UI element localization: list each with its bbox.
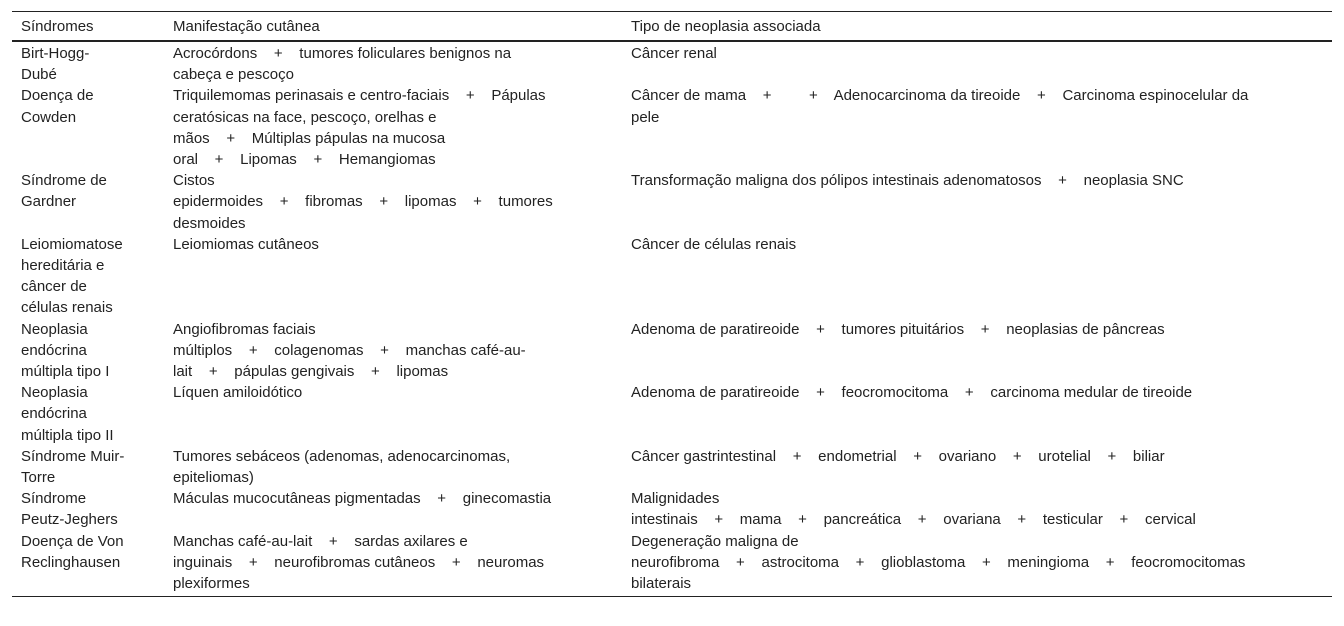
- cell-line: Doença de: [21, 87, 94, 105]
- cell-manifestacao: [164, 531, 622, 595]
- cell-line: plexiformes: [173, 575, 250, 593]
- cell-manifestacao: [164, 43, 622, 85]
- cell-line: Neoplasia: [21, 384, 88, 402]
- cell-line: Dubé: [21, 66, 57, 84]
- cell-line: oral + Lipomas + Hemangiomas: [173, 151, 436, 169]
- cell-line: endócrina: [21, 341, 87, 359]
- cell-manifestacao: [164, 170, 622, 234]
- cell-line: hereditária e: [21, 257, 105, 275]
- table-row: [12, 43, 1332, 85]
- cell-line: pele: [631, 108, 660, 126]
- table-row: [12, 531, 1332, 595]
- header-neoplasia: Tipo de neoplasia associada: [631, 17, 821, 35]
- cell-line: múltiplos + colagenomas + manchas café-au-: [173, 341, 526, 359]
- cell-neoplasia: [622, 488, 1332, 530]
- cell-line: Manchas café-au-lait + sardas axilares e: [173, 532, 468, 550]
- cell-manifestacao: [164, 319, 622, 383]
- cell-line: Neoplasia: [21, 320, 88, 338]
- cell-manifestacao: [164, 85, 622, 170]
- cell-sindrome: [12, 170, 164, 234]
- cell-neoplasia: [622, 446, 1332, 488]
- cell-line: intestinais + mama + pancreática + ovariana + testicular + cervical: [631, 511, 1196, 529]
- cell-line: mãos + Múltiplas pápulas na mucosa: [173, 129, 446, 147]
- cell-line: neurofibroma + astrocitoma + glioblastoma + meningioma + feocromocitomas: [631, 553, 1246, 571]
- cell-manifestacao: [164, 382, 622, 446]
- cell-line: Reclinghausen: [21, 553, 121, 571]
- cell-line: Câncer renal: [631, 45, 717, 62]
- cell-line: Câncer de mama + + Adenocarcinoma da tireoide + Carcinoma espinocelular da: [631, 87, 1249, 105]
- cell-line: Câncer gastrintestinal + endometrial + ovariano + urotelial + biliar: [631, 447, 1165, 465]
- cell-line: Máculas mucocutâneas pigmentadas + ginecomastia: [173, 490, 552, 508]
- cell-line: bilaterais: [631, 575, 692, 593]
- cell-neoplasia: [622, 319, 1332, 383]
- cell-line: múltipla tipo II: [21, 426, 114, 444]
- table-row: [12, 234, 1332, 319]
- cell-line: Gardner: [21, 193, 77, 211]
- cell-sindrome: [12, 319, 164, 383]
- cell-neoplasia: [622, 234, 1332, 319]
- cell-line: câncer de: [21, 278, 87, 296]
- cell-neoplasia: [622, 85, 1332, 170]
- cell-sindrome: [12, 531, 164, 595]
- cell-line: Adenoma de paratireoide + feocromocitoma + carcinoma medular de tireoide: [631, 384, 1193, 402]
- syndromes-table: [12, 11, 1332, 597]
- cell-sindrome: [12, 382, 164, 446]
- cell-manifestacao: [164, 488, 622, 530]
- table-row: [12, 85, 1332, 170]
- cell-line: Peutz-Jeghers: [21, 511, 118, 529]
- cell-line: Transformação maligna dos pólipos intestinais adenomatosos + neoplasia SNC: [631, 172, 1184, 190]
- table-row: [12, 488, 1332, 530]
- table-row: [12, 446, 1332, 488]
- table-row: [12, 319, 1332, 383]
- cell-line: epiteliomas): [173, 469, 254, 487]
- cell-line: inguinais + neurofibromas cutâneos + neuromas: [173, 553, 545, 571]
- header-manifestacao: Manifestação cutânea: [173, 17, 320, 35]
- cell-line: Cowden: [21, 108, 77, 126]
- cell-line: Adenoma de paratireoide + tumores pituitários + neoplasias de pâncreas: [631, 320, 1165, 338]
- cell-line: Malignidades: [631, 490, 720, 508]
- header-sindromes: Síndromes: [21, 17, 94, 35]
- cell-line: Tumores sebáceos (adenomas, adenocarcinomas,: [173, 447, 511, 465]
- cell-neoplasia: [622, 531, 1332, 595]
- cell-manifestacao: [164, 234, 622, 319]
- cell-line: Síndrome de: [21, 172, 107, 190]
- cell-line: Degeneração maligna de: [631, 532, 799, 550]
- table-header: [12, 12, 1332, 42]
- cell-sindrome: [12, 43, 164, 85]
- cell-line: Triquilemomas perinasais e centro-faciais + Pápulas: [173, 87, 546, 105]
- cell-neoplasia: [622, 382, 1332, 446]
- cell-line: Acrocórdons + tumores foliculares benignos na: [173, 45, 512, 62]
- cell-line: Síndrome: [21, 490, 87, 508]
- cell-line: Doença de Von: [21, 532, 124, 550]
- cell-line: Síndrome Muir-: [21, 447, 125, 465]
- cell-line: Cistos: [173, 172, 215, 190]
- table-body: [12, 42, 1332, 596]
- cell-line: epidermoides + fibromas + lipomas + tumores: [173, 193, 553, 211]
- cell-line: Birt-Hogg-: [21, 45, 90, 62]
- cell-sindrome: [12, 234, 164, 319]
- table-row: [12, 382, 1332, 446]
- table-row: [12, 170, 1332, 234]
- cell-sindrome: [12, 446, 164, 488]
- cell-line: Líquen amiloidótico: [173, 384, 303, 402]
- cell-line: Leiomiomas cutâneos: [173, 235, 319, 253]
- cell-neoplasia: [622, 43, 1332, 85]
- cell-neoplasia: [622, 170, 1332, 234]
- cell-line: Angiofibromas faciais: [173, 320, 316, 338]
- cell-line: Leiomiomatose: [21, 235, 123, 253]
- cell-line: múltipla tipo I: [21, 363, 110, 381]
- cell-line: desmoides: [173, 214, 246, 232]
- cell-line: cabeça e pescoço: [173, 66, 294, 84]
- cell-sindrome: [12, 488, 164, 530]
- cell-line: Torre: [21, 469, 56, 487]
- cell-line: lait + pápulas gengivais + lipomas: [173, 363, 449, 381]
- cell-line: Câncer de células renais: [631, 235, 797, 253]
- cell-line: células renais: [21, 299, 113, 317]
- cell-manifestacao: [164, 446, 622, 488]
- cell-line: endócrina: [21, 405, 87, 423]
- cell-sindrome: [12, 85, 164, 170]
- cell-line: ceratósicas na face, pescoço, orelhas e: [173, 108, 437, 126]
